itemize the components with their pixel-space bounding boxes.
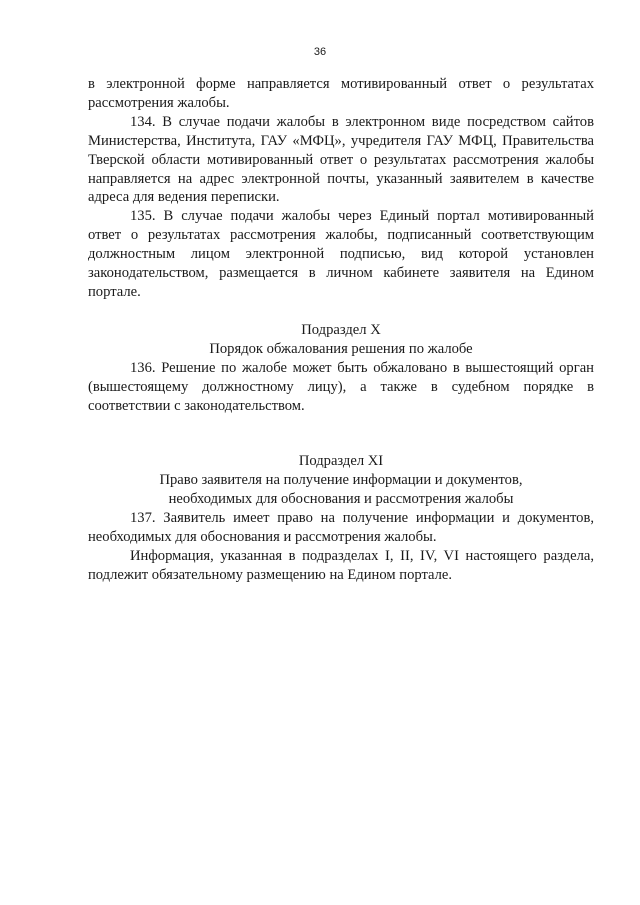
- paragraph-135: 135. В случае подачи жалобы через Единый портал мотивированный ответ о результатах рассмотрения жалобы, подписанный соответствующим должностным лицом электронной подписью, вид которой установлен законодательством, размещается в личном кабинете заявителя на Едином портале.: [88, 208, 594, 300]
- paragraph-continuation: в электронной форме направляется мотивированный ответ о результатах рассмотрения жалобы.: [88, 76, 594, 111]
- subsection-xi-title-line-1: Право заявителя на получение информации и документов,: [159, 472, 523, 489]
- paragraph-information: Информация, указанная в подразделах I, II, IV, VI настоящего раздела, подлежит обязательному размещению на Едином портале.: [88, 547, 594, 583]
- subsection-xi-heading: Подраздел XI: [298, 453, 384, 470]
- subsection-xi-title-line-2: необходимых для обоснования и рассмотрения жалобы: [168, 491, 514, 508]
- spacer: [88, 302, 594, 321]
- document-body: [88, 75, 594, 585]
- page-number: 36: [313, 46, 327, 58]
- subsection-x-heading: Подраздел X: [301, 321, 381, 338]
- subsection-x-title: Порядок обжалования решения по жалобе: [209, 340, 473, 357]
- paragraph-137: 137. Заявитель имеет право на получение информации и документов, необходимых для обоснования и рассмотрения жалобы.: [88, 510, 594, 546]
- paragraph-136: 136. Решение по жалобе может быть обжаловано в вышестоящий орган (вышестоящему должностному лицу), а также в судебном порядке в соответствии с законодательством.: [88, 359, 594, 414]
- spacer: [88, 415, 594, 452]
- paragraph-134: 134. В случае подачи жалобы в электронном виде посредством сайтов Министерства, Института, ГАУ «МФЦ», учредителя ГАУ МФЦ, Правительства Тверской области мотивированный ответ о результатах рассмотрения жалобы направляется на адрес электронной почты, указанный заявителем в качестве адреса для ведения переписки.: [88, 113, 594, 206]
